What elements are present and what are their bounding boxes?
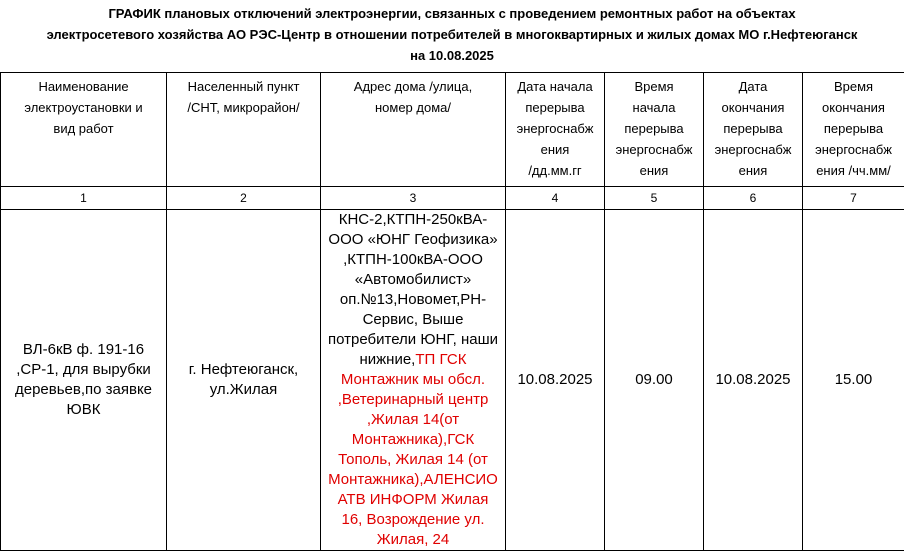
table-row xyxy=(1,210,904,551)
address-line: Сервис, Выше xyxy=(323,310,503,330)
header-start-date xyxy=(506,73,605,187)
address-line: ,КТПН-100кВА-ООО xyxy=(323,250,503,270)
address-red-part: ТП ГСК xyxy=(415,351,466,368)
address-line-red: ,Жилая 14(от xyxy=(323,410,503,430)
column-number: 7 xyxy=(803,187,904,210)
header-text: Населенный пункт xyxy=(167,76,320,97)
header-address xyxy=(321,73,506,187)
address-line-red: АТВ ИНФОРМ Жилая xyxy=(323,490,503,510)
title-line-1: ГРАФИК плановых отключений электроэнергии, связанных с проведением ремонтных работ на объектах xyxy=(0,3,904,24)
header-row xyxy=(1,73,904,187)
installation-line: деревьев,по заявке xyxy=(1,380,166,400)
installation-line: ,СР-1, для вырубки xyxy=(1,360,166,380)
address-line: ООО «ЮНГ Геофизика» xyxy=(323,230,503,250)
cell-start-time: 09.00 xyxy=(605,210,704,551)
header-text: перерыва xyxy=(803,118,904,139)
installation-line: ВЛ-6кВ ф. 191-16 xyxy=(1,340,166,360)
cell-start-date: 10.08.2025 xyxy=(506,210,605,551)
cell-installation xyxy=(1,210,167,551)
header-text: вид работ xyxy=(1,118,166,139)
address-line-red: Монтажника),ГСК xyxy=(323,430,503,450)
installation-line: ЮВК xyxy=(1,400,166,420)
header-text: Дата начала xyxy=(506,76,604,97)
address-line-mixed xyxy=(323,350,503,370)
cell-address xyxy=(321,210,506,551)
column-number: 4 xyxy=(506,187,605,210)
settlement-line: г. Нефтеюганск, xyxy=(167,360,320,380)
column-number: 5 xyxy=(605,187,704,210)
column-number: 3 xyxy=(321,187,506,210)
address-line-red: Монтажника),АЛЕНСИО xyxy=(323,470,503,490)
header-text: перерыва xyxy=(506,97,604,118)
header-text: энергоснабж xyxy=(605,139,703,160)
address-line-red: Тополь, Жилая 14 (от xyxy=(323,450,503,470)
cell-end-date: 10.08.2025 xyxy=(704,210,803,551)
header-installation xyxy=(1,73,167,187)
column-number-row xyxy=(1,187,904,210)
outage-table xyxy=(0,72,904,551)
header-text: номер дома/ xyxy=(321,97,505,118)
header-text: окончания xyxy=(803,97,904,118)
header-text: энергоснабж xyxy=(506,118,604,139)
header-text: энергоснабж xyxy=(803,139,904,160)
column-number: 2 xyxy=(167,187,321,210)
settlement-line: ул.Жилая xyxy=(167,380,320,400)
address-line: потребители ЮНГ, наши xyxy=(323,330,503,350)
header-text: Адрес дома /улица, xyxy=(321,76,505,97)
schedule-title xyxy=(0,0,904,70)
address-line: оп.№13,Новомет,РН- xyxy=(323,290,503,310)
header-text: ения /чч.мм/ xyxy=(803,160,904,181)
header-text: начала xyxy=(605,97,703,118)
address-line: КНС-2,КТПН-250кВА- xyxy=(323,210,503,230)
header-text: электроустановки и xyxy=(1,97,166,118)
header-text: окончания xyxy=(704,97,802,118)
header-text: ения xyxy=(605,160,703,181)
title-line-3: на 10.08.2025 xyxy=(0,45,904,66)
header-text: Дата xyxy=(704,76,802,97)
header-start-time xyxy=(605,73,704,187)
column-number: 6 xyxy=(704,187,803,210)
header-text: перерыва xyxy=(704,118,802,139)
title-line-2: электросетевого хозяйства АО РЭС-Центр в отношении потребителей в многоквартирных и жилых домах МО г.Нефтеюганск xyxy=(0,24,904,45)
address-line-red: Жилая, 24 xyxy=(323,530,503,550)
column-number: 1 xyxy=(1,187,167,210)
cell-end-time: 15.00 xyxy=(803,210,904,551)
header-text: перерыва xyxy=(605,118,703,139)
address-line-red: ,Ветеринарный центр xyxy=(323,390,503,410)
header-text: ения xyxy=(506,139,604,160)
header-settlement xyxy=(167,73,321,187)
cell-settlement xyxy=(167,210,321,551)
header-text: /дд.мм.гг xyxy=(506,160,604,181)
address-black-part: нижние, xyxy=(359,351,415,368)
address-line: «Автомобилист» xyxy=(323,270,503,290)
header-end-time xyxy=(803,73,904,187)
header-end-date xyxy=(704,73,803,187)
header-text: /СНТ, микрорайон/ xyxy=(167,97,320,118)
header-text: Наименование xyxy=(1,76,166,97)
header-text: энергоснабж xyxy=(704,139,802,160)
address-line-red: Монтажник мы обсл. xyxy=(323,370,503,390)
header-text: Время xyxy=(605,76,703,97)
header-text: ения xyxy=(704,160,802,181)
header-text: Время xyxy=(803,76,904,97)
address-line-red: 16, Возрождение ул. xyxy=(323,510,503,530)
